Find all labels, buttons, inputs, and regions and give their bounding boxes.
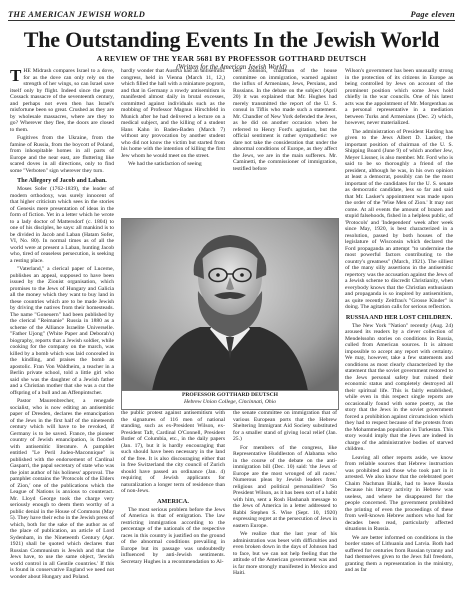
column-2-bottom — [121, 410, 225, 597]
paragraph: Pastor Maurenbrecher, a renegade socialist, who is now editing an antisemitic paper of Dresden, declares the emancipation of the Jews in the first half of the nineteenth century which will have to be revoked, if Germany is to be saved. France, the pioneer country of Jewish emancipation, is flooded with antisemitic literature. A pamphlet entitled "Le Peril Judeo-Maconnique" is published with the endorsement of Cardinal Gasparri, the papal secretary of state who was the joint author of his holiness' approval. The pamphlet contains the 'Protocols of the Elders of Zion,' one of the publications which the League of Nations is anxious to counteract. Mr. Lloyd George took the charge very seriously enough to deem them worthy of a public denial in the House of Commons (May 5). They have their echo in the Jewish press of which, both for the sake of the author as of the place of publication, an article of Lord Sydenham, in the Nineteenth Century (Apr. 1921) shall be quoted which declares that Russian Communism is Jewish and that the Jews have, to use the same object, 'Jewish world control in all Gentile countries.' If this is found in conservative England we need not wonder about Hungary and Poland. — [10, 398, 114, 580]
caption-affiliation: Hebrew Union College, Cincinnati, Ohio — [183, 399, 277, 405]
column-4 — [345, 68, 453, 597]
paragraph: bert Johnson, chairman of the house committee on immigration, warned against the influx of Armenians, Jews, Persians, and Russians. In the debate on the subject (April 20) it was explained that Mr. Hughes had merely transmitted the report of the U. S. consul in Tiflis who made such a statement. Mr. Chandler of New York defended the Jews, as he did on another occasion when he referred to Henry Ford's agitation, but the official sentiment is rather sympathetic: we dare not take the consideration that under the abnormal conditions of Europe, as they affect the Jews, we are in the main sufferers. Mr. Caminetti, the commissioner of immigration, testified before — [233, 68, 337, 172]
paragraph: THE Midrash compares Israel to a dove, for as the dove can only rely on the strength of her wings, so can Israel save itself only by flight. Indeed since the great Cossack massacre of the seventeenth century, and perhaps not even then has Israel's misfortune been so great. Crushed as they are by wholesale massacres, where are they to go? Wherever they flee, the doors are closed to them. — [10, 68, 114, 133]
running-header — [8, 5, 455, 21]
article-body — [10, 68, 453, 597]
article-title: The Outstanding Events In the Jewish World — [23, 27, 440, 52]
column-3-top — [233, 68, 337, 216]
drop-cap: T — [10, 68, 22, 85]
section-heading: AMERICA. — [157, 497, 189, 505]
column-1 — [10, 68, 114, 597]
paragraph: We are better informed on conditions in the border states of Lithuania and Latvia. Both had suffered for centuries from Russian tyranny and had themselves given to the Jews full freedom, granting them a representation in the ministry, and as far — [345, 534, 453, 573]
paragraph: Fugitives from the Ukraine, from the famine of Russia, from the boycott of Poland, from inhospitable homes in all parts of Europe and the near east, are fluttering like scared doves in all directions, only to find some "Verboten" sign wherever they turn. — [10, 135, 114, 174]
paragraph: Leaving all other reports aside, we know from reliable sources that Hebrew instruction was prohibited and those who took part in it arrested. We also know that the celebrated poet Chaim Nachman Bialik, had to leave Russia because his literary activity in Hebrew was useless, and where he disappeared for the people concerned. The government prohibited the printing of even the proceedings of these from well-known Hebrew authors who had for decades been read, particularly affected situations in Russia. — [345, 454, 453, 532]
portrait-photo — [121, 218, 339, 410]
paragraph: For members of the congress, like Representative Huddleston of Alabama who in the course of the debate on the anti-immigration bill (Dec. 10) said: 'the Jews of Europe are the most wronged of all races.' Numerous pleas by Jewish leaders from religious and political personalities? 'So President Wilson, as it has been sort of a habit with him, sent a Rosh Hashanah message to the Jews of America in a letter addressed to Rabbi Stephen S. Wise (Sept. 10, 1920) expressing regret at the persecution of Jews in eastern Europe. — [233, 444, 337, 529]
paragraph: "Vaterland," a clerical paper of Lucerne, publishes an appeal, supposed to have been issued by the Zionist organisation, which promises to the Jews of Hungary and Galicia all the money which they want to buy land in these countries which are to be made Jewish by driving the natives from their homesteads. The name "Goneuern" had been published by the clerical "Reimanie" Russia in 1880 as a scheme of the Alliance Israelite Universelle. "Father Ujong" (White Paper and Deborah's) biography, reports that a Jewish soldier, while cooking for the company on the march, was killed by a bomb which was laid concealed in the kindling, and praises the bomb as apostolic. Fran Von Waldheim, a teacher in a Berlin private school, told a little girl who said she was the daughter of a Jewish father and a Christian mother that she was a cut the offspring of a bull and an Affenpintscher. — [10, 266, 114, 396]
paragraph: The New York "Nation" recently (Aug. 24) aroused its readers by a clever collection of Mendelssohn stories on conditions in Russia, culled from American sources. It is almost impossible to accept any report with certainty. We may, however, take a few statements and conditions as most clearly characterized by the statement that the soviet government restored to the Jews personal safety but ruined their economic status and completely destroyed all their spiritual life. This is fairly established, while even in this respect single reports are occasionally found with some poetry, as the story that the Jews in the soviet government forced a prohibition against circumcision which they had to respect because of the protests from the Mohammedan population in Turkestan. This story would imply that the Jews are indeed in charge of the administrative bodies of starved children. — [345, 322, 453, 452]
paragraph: We realize that the last year of his administration was beset with difficulties and even broken down in the days of Johnson had to face, but we can not help feeling that the attitude of the American government was and is far more strongly manifested in Mexico and Haiti. — [233, 531, 337, 576]
portrait-image — [122, 219, 338, 391]
article-subtitle: A REVIEW OF THE YEAR 5681 BY PROFESSOR GOTTHARD DEUTSCH — [96, 54, 367, 63]
paragraph: The most serious problem before the Jews of America is that of emigration. The law restricting immigration according to the percentage of the nationals of the respective races in this country is justified on the ground of the abnormal conditions prevailing in Europe but its passage was undoubtedly influenced by anti-Jewish sentiments. Secretary Hughes in a recommendation to Al- — [121, 506, 225, 565]
paragraph: Moses Sofer (1762-1839), the leader of modern orthodoxy, was surely innocent of that higher criticism which sees in the stories of Genesis mere presentation of ideas in the form of fiction. Yet in a letter which he wrote to a lady doctor of Mattersdorf (c. 1804) to one of his disciples, he says: all mankind is to be divided in Jacob and Laban (Hatam Sofer, VI, No. 80). In normal times as of all the world were at present a Laban, hunting Jacob who, tired of ceaseless persecution, is seeking a resting place. — [10, 186, 114, 264]
column-3-bottom — [233, 410, 337, 597]
page-number: Page eleven — [410, 10, 455, 19]
section-heading: The Allegory of Jacob and Laban. — [17, 177, 107, 184]
publication-name: THE AMERICAN JEWISH WORLD — [8, 10, 146, 19]
paragraph: We had the satisfaction of seeing — [128, 161, 202, 167]
paragraph: hardly wonder that Austria had an antisemitic congress, held in Vienna (March 11, 12,) which filled the hall with a miniature pogrom, and that in Germany a rowdy antisemitism is manifested almost daily in brutal excesses, committed against individuals such as the mobbing of Professor Magnus Hirschfeld in Munich after he had delivered a lecture on a medical subject, and the killing of a student Hans Kahn in Baden-Baden (March 7) without any provocation by another student who did not know the victim but started from his home with the intention of killing the first Jew whom he would meet on the street. — [121, 68, 225, 159]
paragraph: the senate committee on immigration that of various European ports that the Hebrew Sheltering Immigrant Aid Society substituted for a smaller stand of giving local relief (Jan. 25.) — [233, 410, 337, 442]
photo-caption — [122, 390, 338, 409]
section-heading: RUSSIA AND HER LOST CHILDREN. — [345, 313, 453, 321]
paragraph: The administration of President Harding has given to the Jews Albert D. Lasker, the important position of chairman of the U. S. Shipping Board (June 9) of which another Jew, Meyer Lissner, is also member. Mr. Ford who is said to be so thoroughly a friend of the president, although he was, in his own opinion at least a democrat, possibly can be the most important of the candidates for the U. S. senate as democratic candidate, less so far and said that Mr. Lasker's appointment was made upon the order of the 'Wise Men of Zion.' It may not come. At all events the amount of brazen and stupid falsehoods, fished in a helpless public, of 'Protocols' and 'Independent' week after week since May, 1920, is best characterized in a resolution, passed by both houses of the legislature of Wisconsin which declared the Ford propaganda an attempt "to undermine the most powerful factors contributing to the country's greatness" (March, 1921). The silliest of the many silly assertions in the antisemitic repertory was the accusation against the Jews of a Jewish scheme to discredit Christianity, when everybody knows that the Christian enthusiasm and propaganda is so inspired by antisemitism, as quite recently Zeitfrau's "Grosse Kinder" is doing. The agitation calls for serious reflection. — [345, 128, 453, 310]
article-byline: (Written for the American Jewish World) — [176, 64, 287, 71]
caption-name: PROFESSOR GOTTHARD DEUTSCH — [181, 392, 279, 398]
paragraph: Wilson's government has been unusually strong in the protection of its citizens in Europe as being controlled by Jews on account of the prominent position which some Jews hold chiefly in the war councils. One of his latest acts was the appointment of Mr. Morgenthau as a personal representative in a mediation between Turks and Armenians (Dec. 2) which, however, never materialized. — [345, 68, 453, 126]
column-2-top — [121, 68, 225, 216]
paragraph: the public protest against antisemitism with the signatures of 116 men of national standing, such as ex-President Wilson, ex-President Taft, Cardinal O'Connell, President Butler of Columbia, etc., in the daily papers (Jan. 17), but it is hardly encouraging that such should have been necessary in the land of the free. It is also discouraging either that in free Switzerland the city council of Zurich should have passed an ordinance (Jan. 4) requiring of Jewish applicants for naturalization a longer term of residence than of non-Jews. — [121, 410, 225, 494]
